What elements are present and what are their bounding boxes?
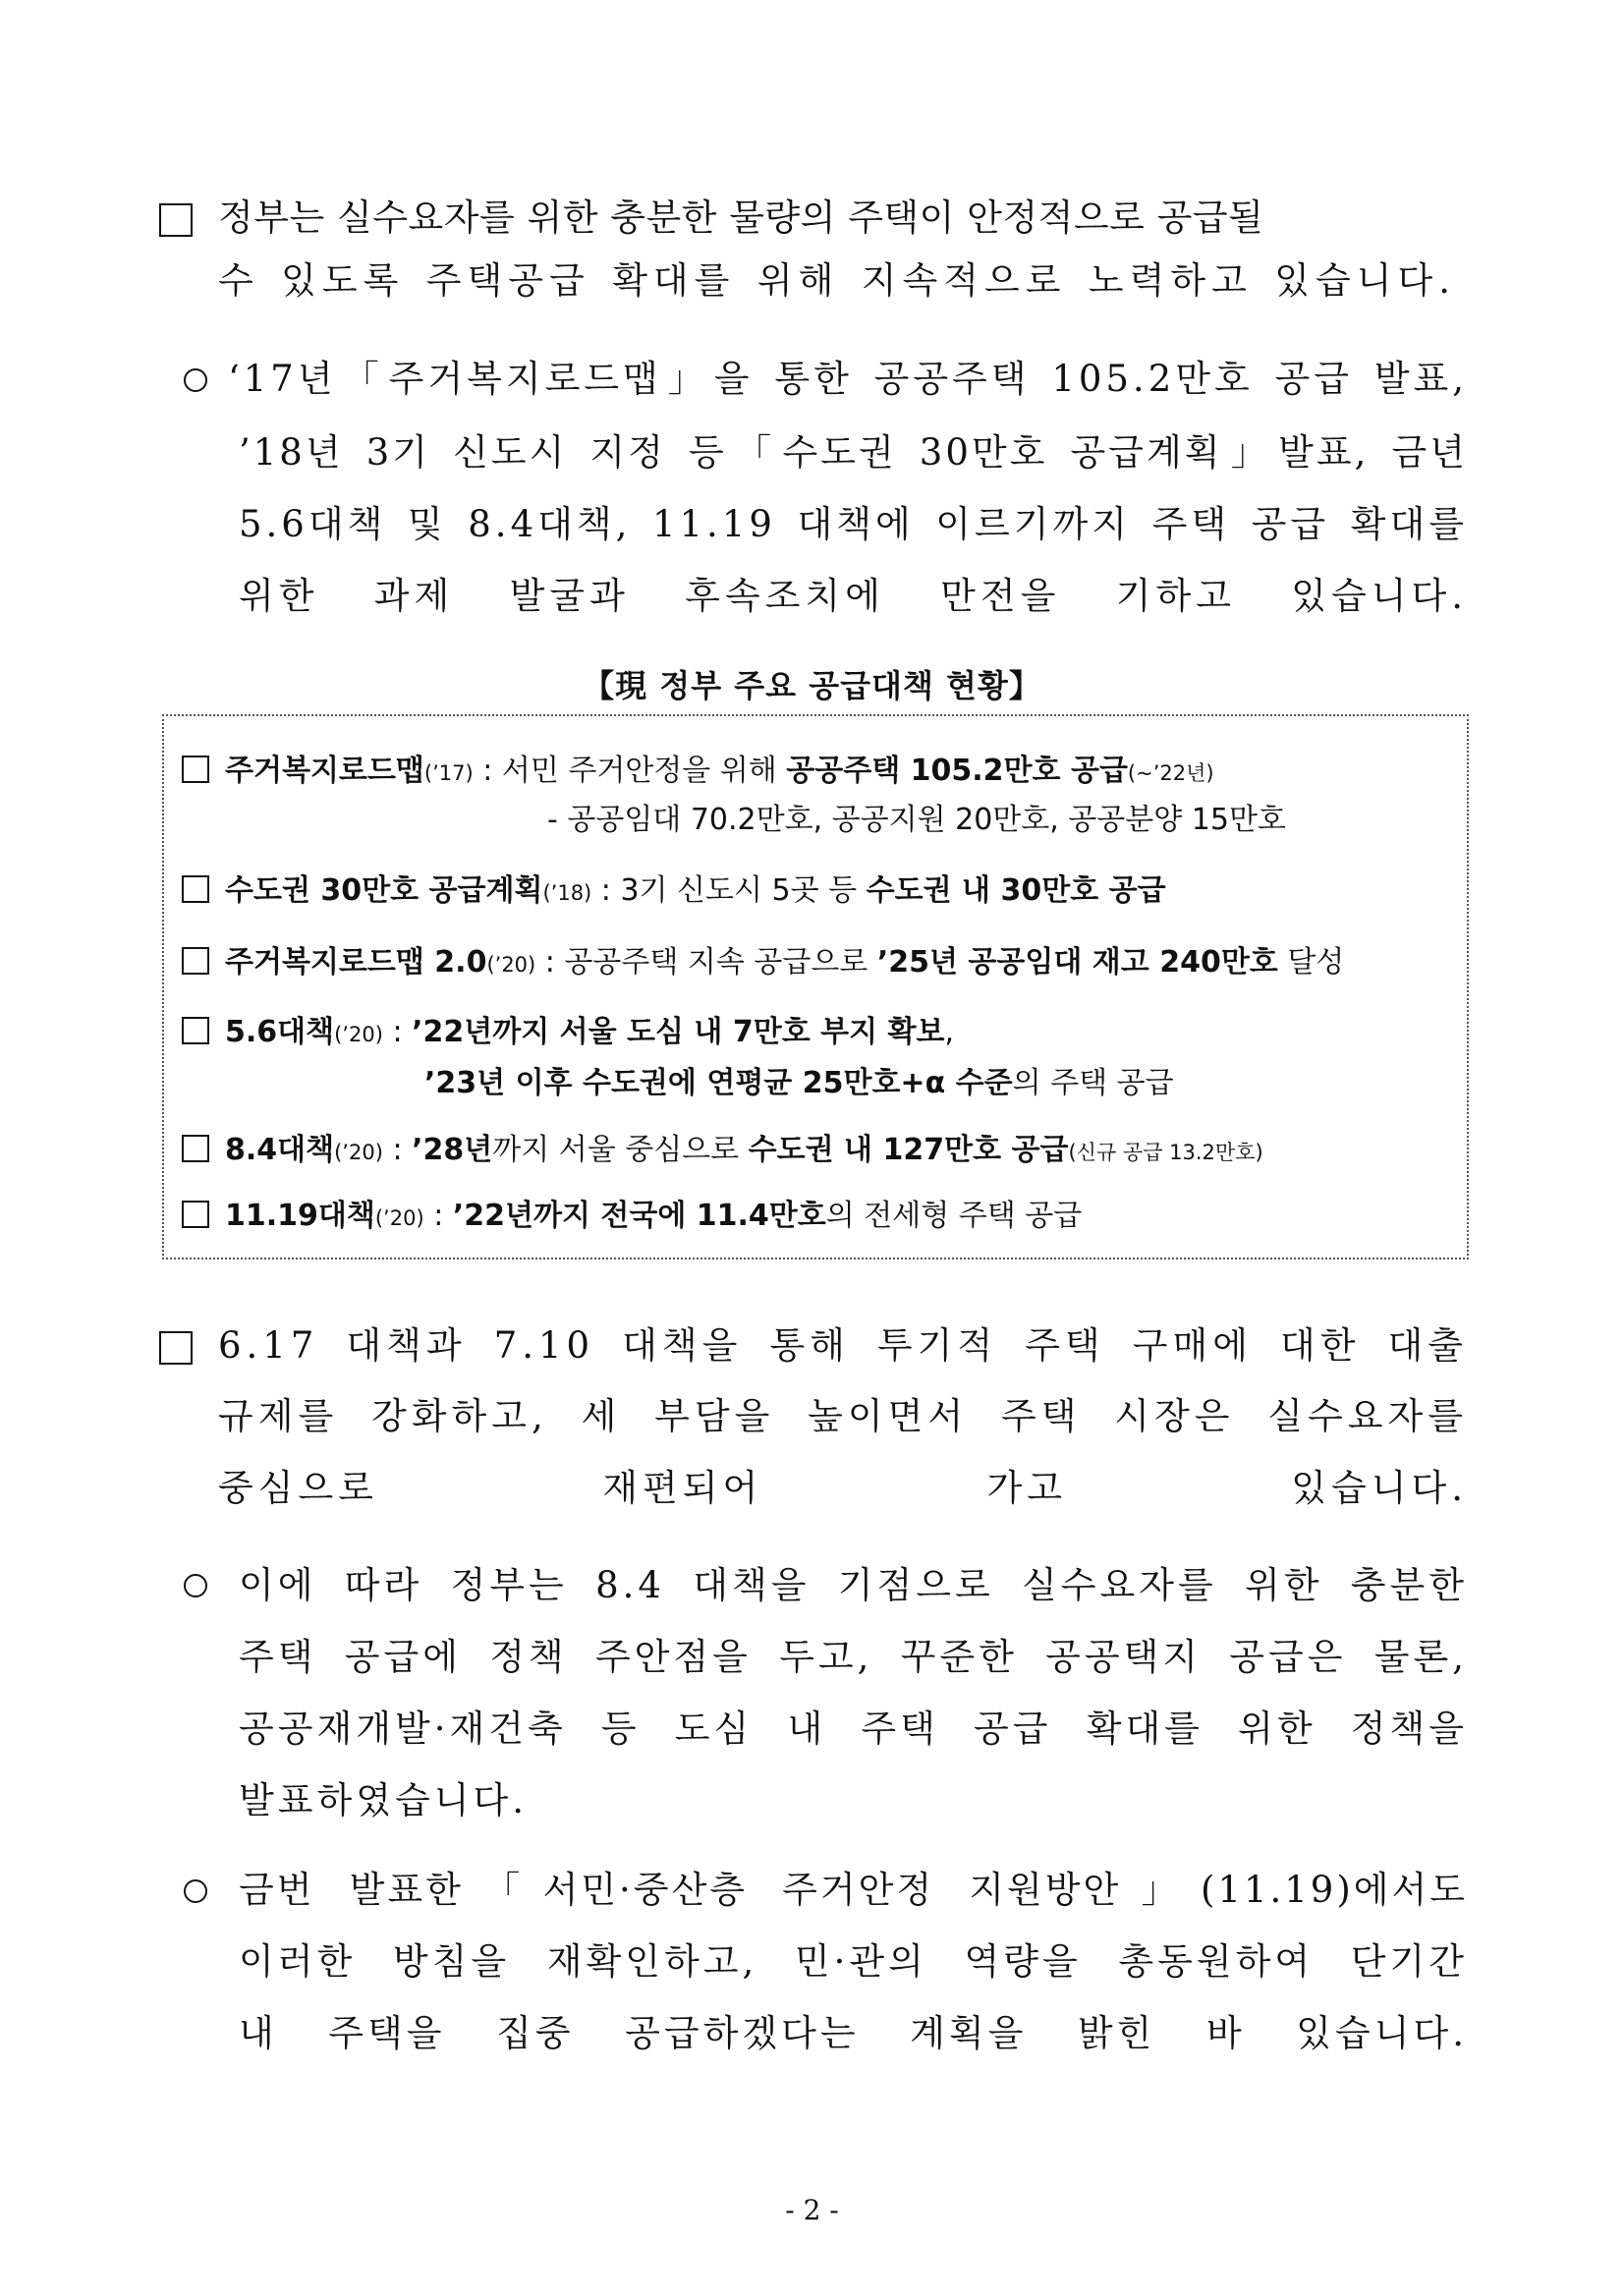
checkbox-bullet-icon (159, 203, 193, 237)
checkbox-bullet-icon (182, 1135, 209, 1162)
section2-line: 규제를 강화하고, 세 부담을 높이면서 주택 시장은 실수요자를 (218, 1395, 1468, 1437)
policy-text: 의 전세형 주택 공급 (825, 1199, 1083, 1233)
policy-year: (’18) (542, 881, 592, 905)
checkbox-bullet-icon (182, 947, 209, 975)
policy-year: (’17) (423, 761, 474, 785)
policy-summary-box (162, 714, 1469, 1260)
section2-sub1-line: 이에 따라 정부는 8.4 대책을 기점으로 실수요자를 위한 충분한 (239, 1564, 1468, 1606)
policy-name: 수도권 30만호 공급계획 (225, 873, 543, 908)
policy-name: 8.4대책 (225, 1133, 335, 1167)
section1-sub (239, 553, 1468, 640)
policy-subrow (547, 795, 1286, 838)
section2-sub2-line: 내 주택을 집중 공급하겠다는 계획을 밝힌 바 있습니다. (239, 2012, 1468, 2054)
policy-text: 까지 서울 중심으로 (492, 1133, 749, 1167)
separator: : (382, 1133, 413, 1167)
policy-highlight: ’25년 공공임대 재고 240만호 (876, 945, 1278, 980)
policy-text: 의 주택 공급 (1012, 1066, 1174, 1100)
section1-line: 수 있도록 주택공급 확대를 위해 지속적으로 노력하고 있습니다. (218, 259, 1456, 302)
section2-line: 중심으로 재편되어 가고 있습니다. (218, 1467, 1468, 1509)
policy-name: 주거복지로드맵 (225, 754, 424, 788)
policy-highlight: ’22년까지 서울 도심 내 7만호 부지 확보 (412, 1015, 945, 1049)
section1-line: 정부는 실수요자를 위한 충분한 물량의 주택이 안정적으로 공급될 (218, 196, 1264, 239)
policy-row (182, 937, 1344, 980)
policy-highlight: 수도권 내 127만호 공급 (748, 1133, 1069, 1167)
separator: : (473, 754, 502, 788)
checkbox-bullet-icon (182, 875, 209, 903)
policy-highlight: 수도권 내 30만호 공급 (866, 873, 1166, 908)
section1-paragraph-cont (218, 238, 1456, 324)
policy-row (182, 1125, 1263, 1168)
circle-bullet-icon (184, 1574, 207, 1597)
section2-sub1-line: 공공재개발·재건축 등 도심 내 주택 공급 확대를 위한 정책을 (239, 1708, 1468, 1750)
policy-name: 11.19대책 (225, 1199, 375, 1233)
policy-name: 주거복지로드맵 2.0 (225, 945, 487, 980)
policy-row (182, 746, 1214, 789)
policy-text: 서민 주거안정을 위해 (501, 754, 787, 788)
policy-row (182, 1007, 954, 1050)
policy-highlight: ’28년 (412, 1133, 493, 1167)
policy-text: 달성 (1277, 945, 1345, 980)
section2-sub1-line: 주택 공급에 정책 주안점을 두고, 꾸준한 공공택지 공급은 물론, (239, 1636, 1468, 1678)
circle-bullet-icon (184, 1879, 207, 1903)
separator: : (535, 945, 565, 980)
policy-text: 3기 신도시 5곳 등 (620, 873, 867, 908)
checkbox-bullet-icon (182, 756, 209, 783)
checkbox-bullet-icon (159, 1331, 193, 1365)
section2-sub2 (239, 1990, 1468, 2077)
policy-year: (’20) (374, 1206, 424, 1230)
policy-year: (’20) (334, 1023, 383, 1046)
section2-sub1 (239, 1758, 1468, 1844)
section2-sub1-line: 발표하였습니다. (239, 1779, 528, 1821)
checkbox-bullet-icon (182, 1017, 209, 1044)
policy-row (182, 866, 1166, 909)
section1-sub-line: 위한 과제 발굴과 후속조치에 만전을 기하고 있습니다. (239, 575, 1468, 617)
page-number: - 2 - (785, 2194, 839, 2226)
circle-bullet-icon (184, 368, 207, 392)
section1-sub-line: ’18년 3기 신도시 지정 등「수도권 30만호 공급계획」발표, 금년 (239, 431, 1468, 474)
policy-note: (~’22년) (1127, 761, 1214, 785)
policy-text: , (944, 1015, 955, 1049)
separator: : (591, 873, 621, 908)
section1-sub-line: ‘17년「주거복지로드맵」을 통한 공공주택 105.2만호 공급 발표, (228, 358, 1468, 400)
policy-text: 공공주택 지속 공급으로 (564, 945, 877, 980)
section2-paragraph (218, 1445, 1468, 1532)
policy-highlight: ’23년 이후 수도권에 연평균 25만호+α 수준 (424, 1066, 1013, 1100)
policy-year: (’20) (486, 953, 536, 977)
checkbox-bullet-icon (182, 1201, 209, 1228)
policy-subrow (424, 1058, 1174, 1101)
separator: : (423, 1199, 453, 1233)
policy-subtext: - 공공임대 70.2만호, 공공지원 20만호, 공공분양 15만호 (547, 803, 1286, 837)
policy-year: (’20) (334, 1141, 383, 1164)
policy-highlight: ’22년까지 전국에 11.4만호 (452, 1199, 826, 1233)
policy-row (182, 1191, 1082, 1234)
section2-sub2-line: 금번 발표한「서민·중산층 주거안정 지원방안」(11.19)에서도 (239, 1869, 1468, 1911)
policy-highlight: 공공주택 105.2만호 공급 (786, 754, 1128, 788)
section2-line: 6.17 대책과 7.10 대책을 통해 투기적 주택 구매에 대한 대출 (218, 1324, 1468, 1367)
policy-note: (신규 공급 13.2만호) (1068, 1141, 1263, 1164)
section2-sub2-line: 이러한 방침을 재확인하고, 민·관의 역량을 총동원하여 단기간 (239, 1940, 1468, 1983)
policy-name: 5.6대책 (225, 1015, 335, 1049)
separator: : (382, 1015, 413, 1049)
table-title: 【現 정부 주요 공급대책 현황】 (583, 667, 1041, 704)
section1-sub-line: 5.6대책 및 8.4대책, 11.19 대책에 이르기까지 주택 공급 확대를 (239, 503, 1468, 545)
